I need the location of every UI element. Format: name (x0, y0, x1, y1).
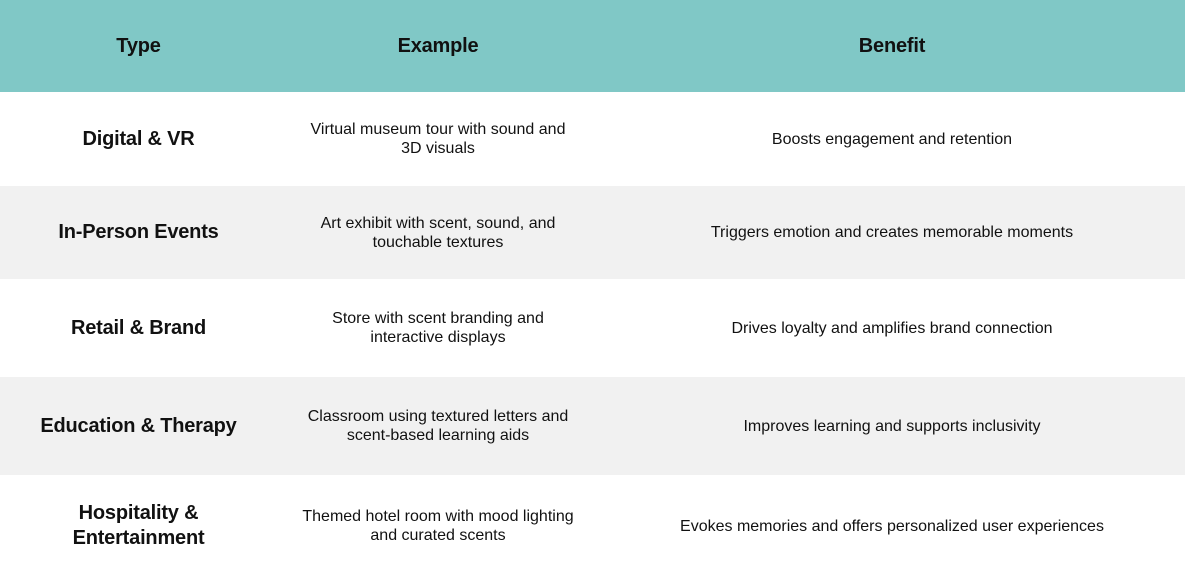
type-cell: Retail & Brand (70, 316, 206, 339)
benefit-cell: Boosts engagement and retention (771, 130, 1013, 148)
example-cell: Virtual museum tour with sound and 3D visuals (310, 121, 566, 157)
benefit-cell: Evokes memories and offers personalized user experiences (680, 517, 1104, 535)
example-cell: Store with scent branding and interactive displays (332, 310, 544, 346)
column-header-type: Type (116, 34, 161, 57)
table-row (0, 186, 1185, 279)
type-cell: Hospitality & Entertainment (72, 502, 205, 549)
example-cell: Classroom using textured letters and scent-based learning aids (307, 408, 569, 444)
type-cell: Education & Therapy (40, 414, 237, 437)
column-header-example: Example (397, 34, 479, 57)
table-row (0, 377, 1185, 475)
example-cell: Themed hotel room with mood lighting and curated scents (302, 508, 574, 544)
benefit-cell: Improves learning and supports inclusivity (743, 417, 1041, 435)
table-row (0, 279, 1185, 377)
benefit-cell: Triggers emotion and creates memorable moments (710, 224, 1074, 241)
column-header-benefit: Benefit (858, 34, 926, 57)
table-row (0, 92, 1185, 186)
table-row (0, 475, 1185, 577)
type-cell: In-Person Events (58, 221, 219, 243)
example-cell: Art exhibit with scent, sound, and touchable textures (320, 214, 556, 251)
table-header (0, 0, 1185, 92)
type-cell: Digital & VR (82, 127, 195, 150)
table-body (0, 92, 1185, 577)
benefit-cell: Drives loyalty and amplifies brand connection (731, 319, 1053, 337)
header-row (0, 0, 1185, 92)
